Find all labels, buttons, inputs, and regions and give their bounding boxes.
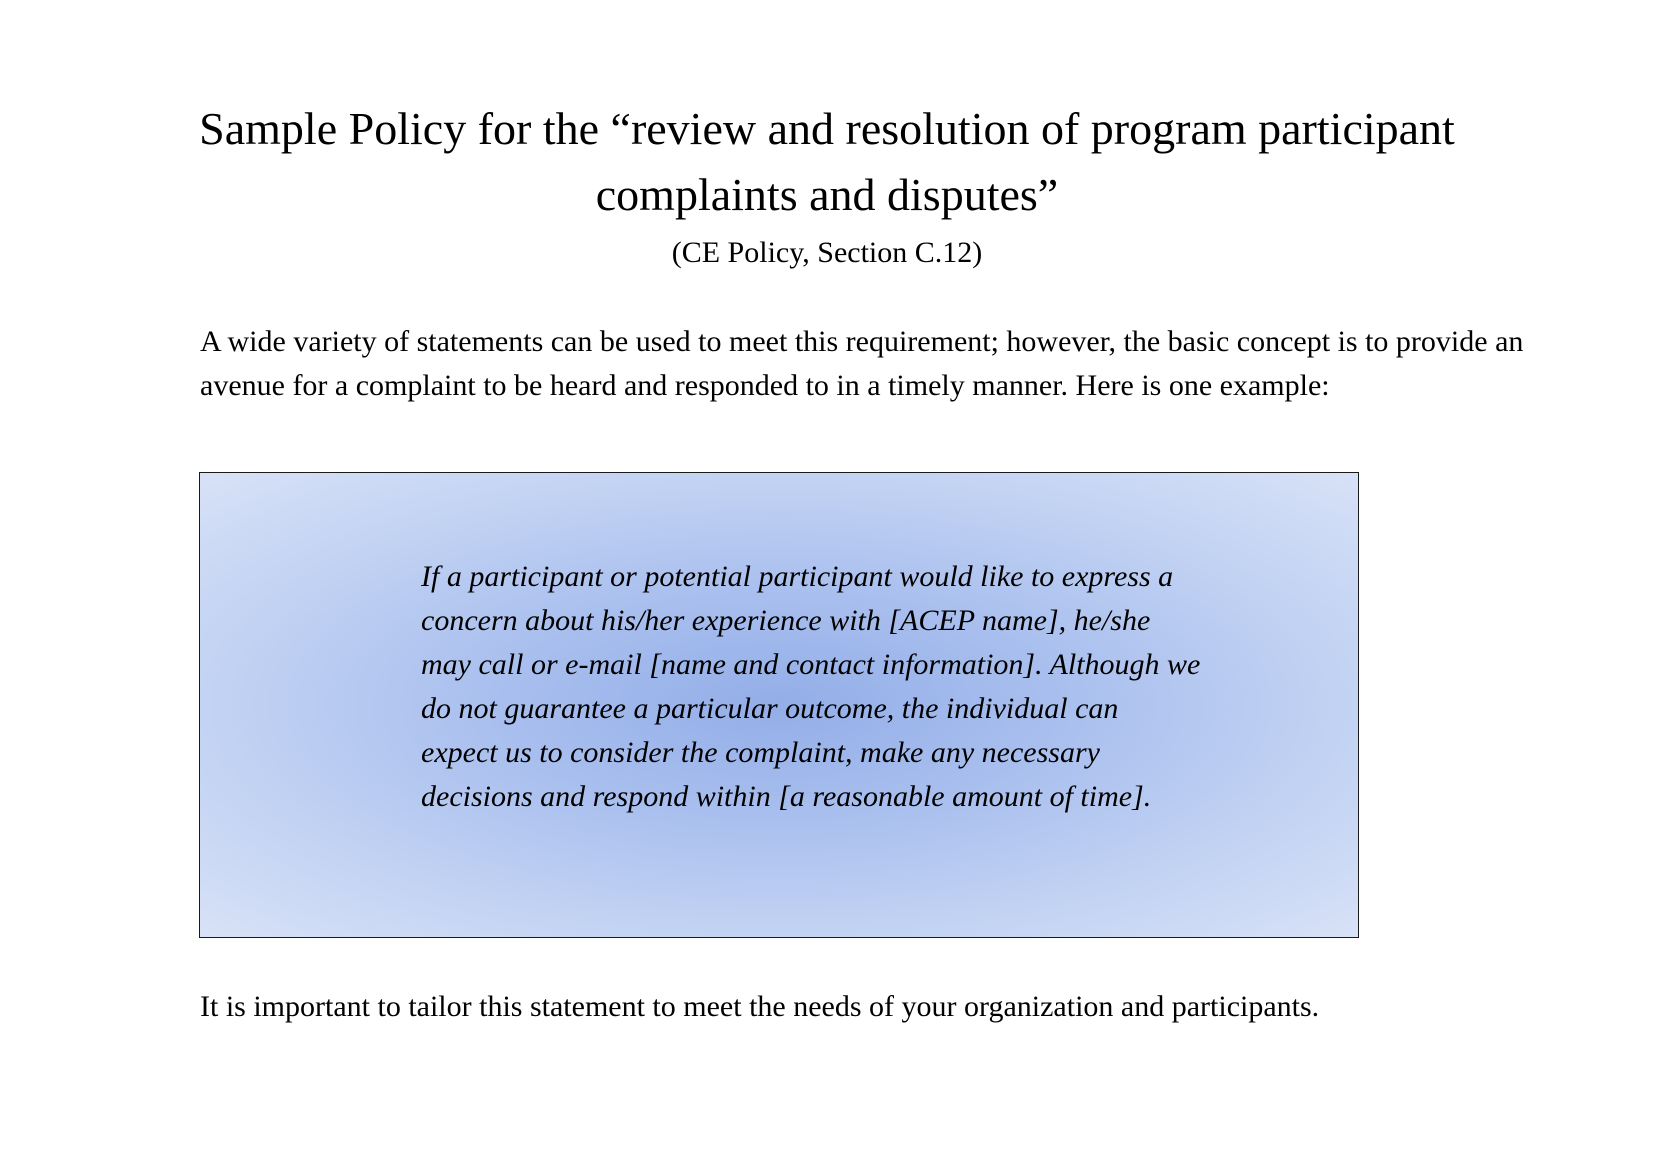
closing-paragraph: It is important to tailor this statement to meet the needs of your organization and participants. xyxy=(200,990,1320,1023)
intro-paragraph: A wide variety of statements can be used to meet this requirement; however, the basic concept is to provide an avenue for a complaint to be heard and responded to in a timely manner. Here is one example: xyxy=(200,325,1524,402)
page-title: Sample Policy for the “review and resolution of program participant complaints and disputes” xyxy=(199,103,1455,220)
example-statement-text: If a participant or potential participant would like to express a concern about his/her experience with [ACEP name], he/she may call or e-mail [name and contact information]. Although we do not guarantee a particular outcome, the individual can expect us to consider the complaint, make any necessary decisions and respond within [a reasonable amount of time]. xyxy=(421,560,1201,813)
policy-reference: (CE Policy, Section C.12) xyxy=(671,236,983,269)
